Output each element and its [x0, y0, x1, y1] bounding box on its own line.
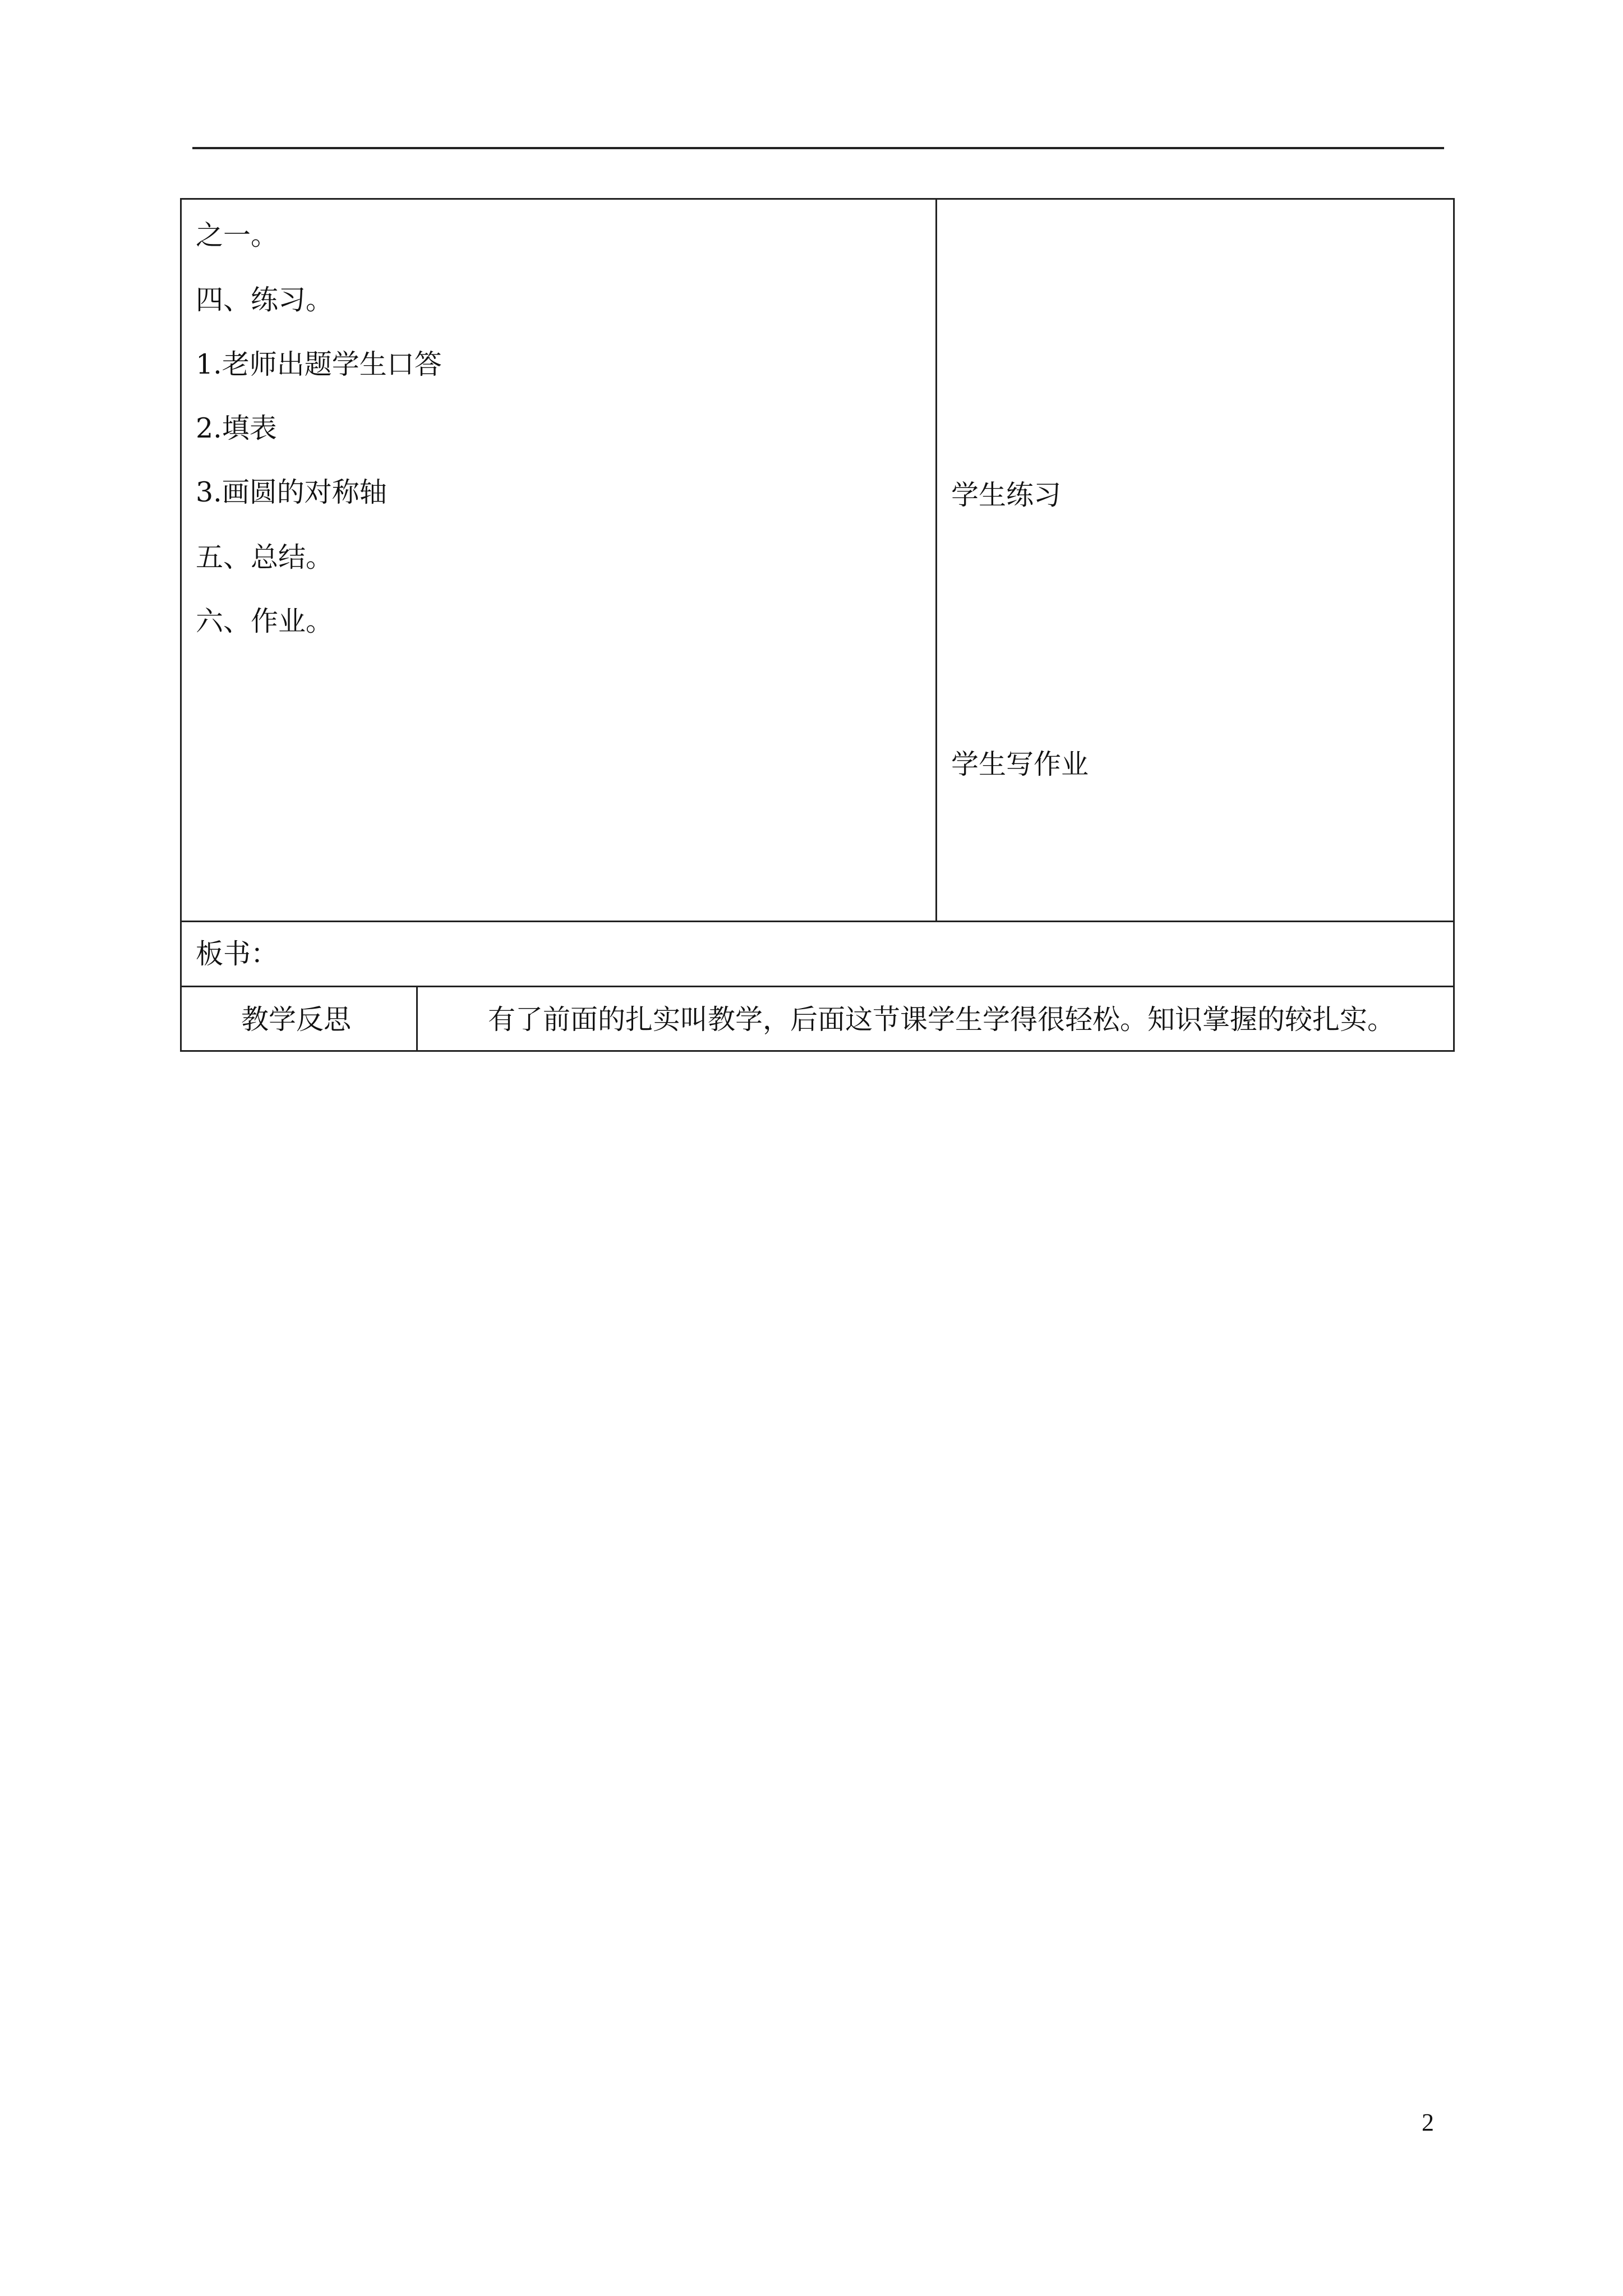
student-activity-note: 学生练习: [951, 479, 1062, 511]
lesson-table: [180, 198, 1455, 1052]
student-activity-note: 学生写作业: [951, 748, 1089, 780]
row-divider-board: [180, 921, 1455, 922]
lesson-line: 3.画圆的对称轴: [196, 476, 387, 508]
reflection-text: 有了前面的扎实叫教学，后面这节课学生学得很轻松。知识掌握的较扎实。: [488, 1004, 1395, 1036]
table-border: [180, 198, 1455, 1052]
reflection-divider: [416, 986, 418, 1052]
lesson-line: 六、作业。: [196, 605, 334, 637]
column-divider: [935, 198, 937, 922]
row-divider-reflection: [180, 986, 1455, 987]
lesson-line: 之一。: [196, 219, 279, 251]
board-label: 板书：: [196, 938, 279, 970]
header-rule: [192, 147, 1444, 149]
lesson-line: 五、总结。: [196, 541, 334, 573]
page-number: 2: [1422, 2109, 1434, 2136]
lesson-line: 1.老师出题学生口答: [196, 348, 442, 380]
lesson-line: 四、练习。: [196, 284, 334, 316]
lesson-line: 2.填表: [196, 412, 277, 444]
reflection-label: 教学反思: [241, 1004, 352, 1036]
